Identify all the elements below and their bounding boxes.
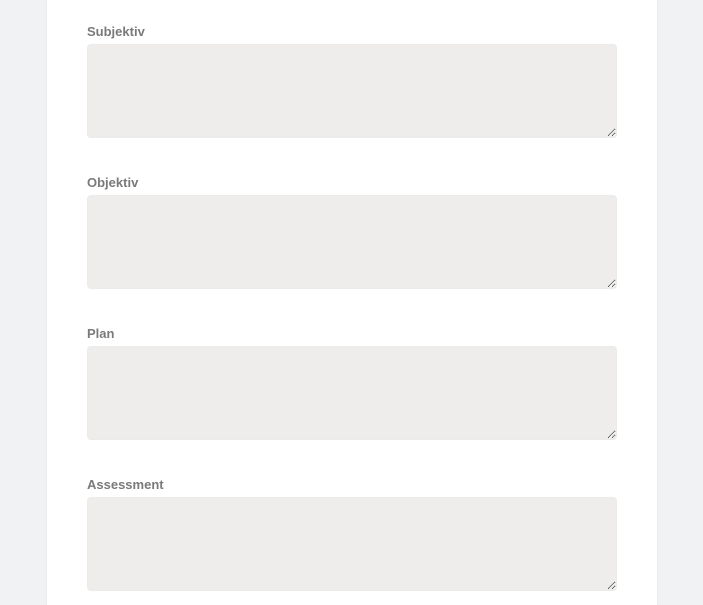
field-label-subjektiv: Subjektiv: [87, 24, 145, 39]
field-label-assessment: Assessment: [87, 477, 164, 492]
field-subjektiv: [87, 24, 617, 138]
soap-note-card: [47, 0, 657, 605]
field-assessment: [87, 477, 617, 591]
field-objektiv: [87, 175, 617, 289]
subjektiv-textarea[interactable]: [87, 44, 617, 138]
field-label-objektiv: Objektiv: [87, 175, 139, 190]
field-plan: [87, 326, 617, 440]
field-label-plan: Plan: [87, 326, 115, 341]
objektiv-textarea[interactable]: [87, 195, 617, 289]
assessment-textarea[interactable]: [87, 497, 617, 591]
plan-textarea[interactable]: [87, 346, 617, 440]
